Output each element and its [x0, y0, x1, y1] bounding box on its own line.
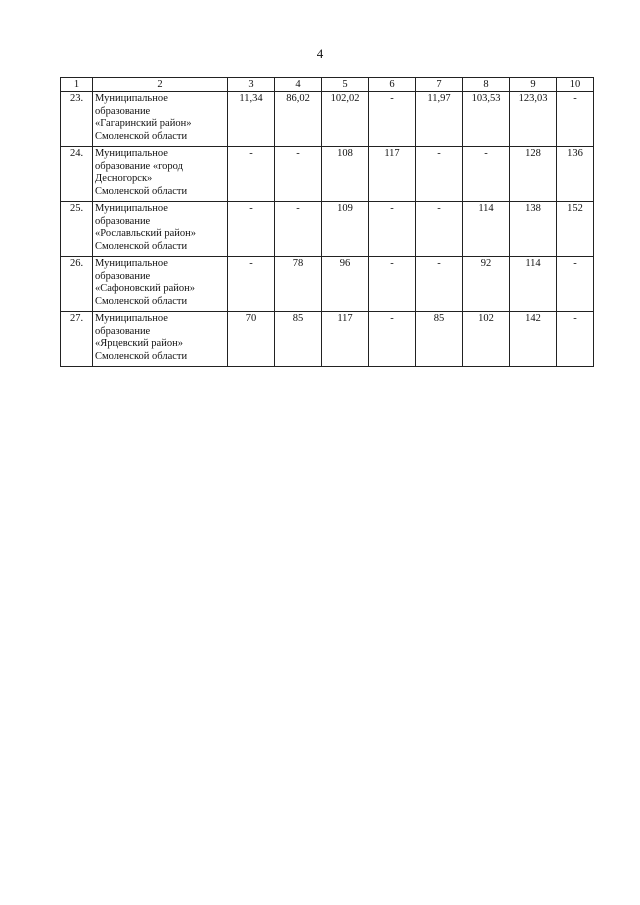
value-cell: -	[416, 202, 463, 257]
value-cell: 103,53	[463, 92, 510, 147]
value-cell: -	[557, 92, 594, 147]
value-cell: 85	[275, 312, 322, 367]
municipality-name-line: «Сафоновский район»	[95, 283, 196, 294]
value-cell: -	[416, 257, 463, 312]
municipality-name-cell	[93, 257, 228, 312]
value-cell: 152	[557, 202, 594, 257]
column-header: 6	[369, 78, 416, 92]
column-header: 10	[557, 78, 594, 92]
value-cell: -	[228, 202, 275, 257]
municipality-name-line: «Ярцевский район»	[95, 338, 183, 349]
value-cell: -	[228, 147, 275, 202]
municipality-name-cell	[93, 92, 228, 147]
municipality-name-line: Муниципальное	[95, 258, 168, 269]
value-cell: 96	[322, 257, 369, 312]
column-header: 4	[275, 78, 322, 92]
row-number: 25.	[61, 202, 93, 257]
value-cell: 86,02	[275, 92, 322, 147]
municipality-name-line: Смоленской области	[95, 240, 188, 252]
municipality-name-line: Муниципальное	[95, 313, 168, 324]
value-cell: -	[369, 312, 416, 367]
row-number: 27.	[61, 312, 93, 367]
table-row	[61, 92, 594, 147]
table-header-row	[61, 78, 594, 92]
column-header: 3	[228, 78, 275, 92]
page-number: 4	[316, 46, 324, 61]
value-cell: 128	[510, 147, 557, 202]
column-header: 1	[61, 78, 93, 92]
municipality-name-cell	[93, 202, 228, 257]
value-cell: 78	[275, 257, 322, 312]
table-body	[61, 92, 594, 367]
value-cell: 102,02	[322, 92, 369, 147]
value-cell: -	[369, 92, 416, 147]
column-header: 2	[93, 78, 228, 92]
value-cell: -	[275, 202, 322, 257]
value-cell: 108	[322, 147, 369, 202]
municipality-name-line: образование	[95, 105, 151, 117]
municipality-name-cell	[93, 147, 228, 202]
value-cell: 136	[557, 147, 594, 202]
value-cell: -	[557, 312, 594, 367]
value-cell: 85	[416, 312, 463, 367]
municipality-name-line: образование «город	[95, 160, 183, 172]
value-cell: -	[228, 257, 275, 312]
municipality-name-line: «Гагаринский район»	[95, 118, 192, 129]
value-cell: 138	[510, 202, 557, 257]
municipality-name-line: образование	[95, 215, 151, 227]
value-cell: 117	[322, 312, 369, 367]
value-cell: -	[369, 202, 416, 257]
municipality-name-line: Муниципальное	[95, 203, 168, 214]
municipality-name-line: образование	[95, 325, 151, 337]
municipality-name-line: образование	[95, 270, 151, 282]
value-cell: 11,34	[228, 92, 275, 147]
row-number: 24.	[61, 147, 93, 202]
value-cell: 11,97	[416, 92, 463, 147]
municipality-name-line: Муниципальное	[95, 93, 168, 104]
municipality-name-line: Смоленской области	[95, 130, 188, 142]
column-header: 8	[463, 78, 510, 92]
value-cell: 109	[322, 202, 369, 257]
value-cell: -	[369, 257, 416, 312]
value-cell: -	[557, 257, 594, 312]
value-cell: 117	[369, 147, 416, 202]
value-cell: 70	[228, 312, 275, 367]
data-table	[60, 77, 594, 367]
value-cell: -	[416, 147, 463, 202]
table-row	[61, 202, 594, 257]
value-cell: 114	[510, 257, 557, 312]
municipality-name-line: Смоленской области	[95, 350, 188, 362]
row-number: 23.	[61, 92, 93, 147]
value-cell: 123,03	[510, 92, 557, 147]
municipality-name-line: Смоленской области	[95, 295, 188, 307]
municipality-name-cell	[93, 312, 228, 367]
value-cell: 142	[510, 312, 557, 367]
column-header: 5	[322, 78, 369, 92]
value-cell: 92	[463, 257, 510, 312]
municipality-name-line: Десногорск»	[95, 173, 153, 184]
table-row	[61, 257, 594, 312]
value-cell: -	[463, 147, 510, 202]
column-header: 7	[416, 78, 463, 92]
table-row	[61, 312, 594, 367]
value-cell: 114	[463, 202, 510, 257]
municipality-name-line: «Рославльский район»	[95, 228, 197, 239]
table-row	[61, 147, 594, 202]
municipality-name-line: Муниципальное	[95, 148, 168, 159]
value-cell: -	[275, 147, 322, 202]
row-number: 26.	[61, 257, 93, 312]
value-cell: 102	[463, 312, 510, 367]
column-header: 9	[510, 78, 557, 92]
municipality-name-line: Смоленской области	[95, 185, 188, 197]
